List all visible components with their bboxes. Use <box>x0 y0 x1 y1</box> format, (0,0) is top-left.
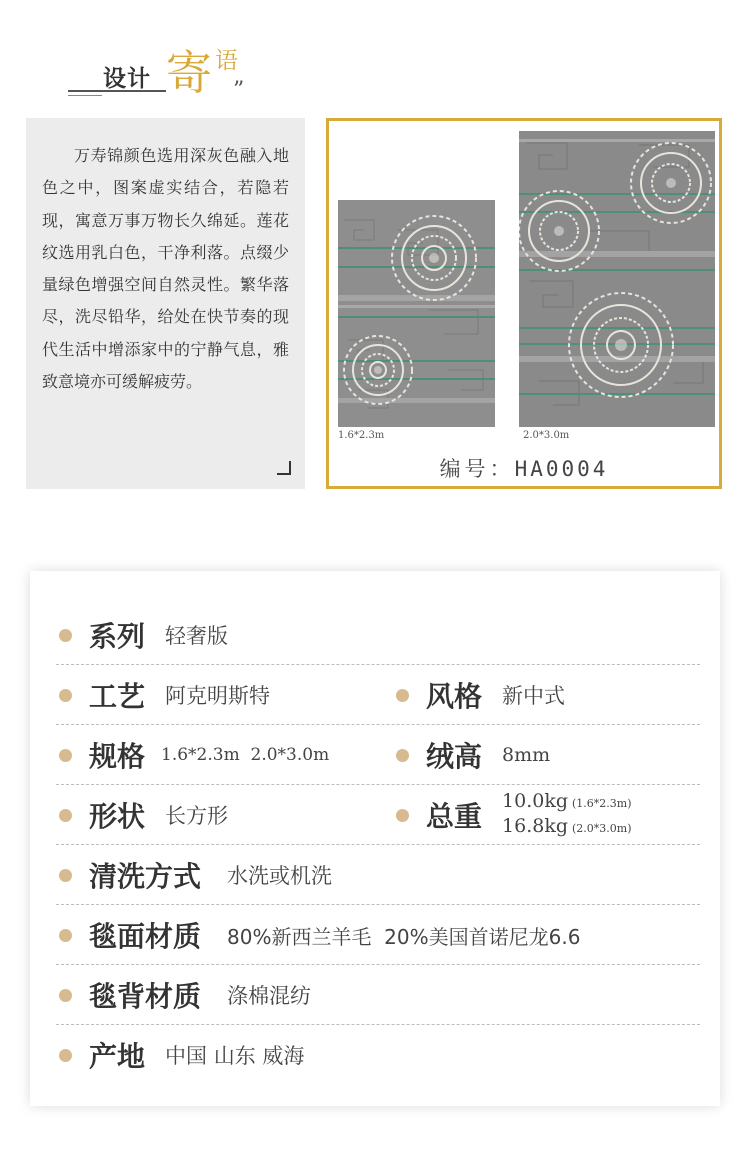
bullet-icon <box>396 689 409 702</box>
design-description-box <box>26 118 305 489</box>
spec-value: 1.6*2.3m 2.0*3.0m <box>161 745 330 765</box>
bullet-icon <box>59 629 72 642</box>
spec-label: 毯面材质 <box>89 920 202 953</box>
product-code-value: HA0004 <box>514 457 609 481</box>
spec-row <box>30 965 720 1025</box>
section-title-accent-small: 语 <box>215 48 238 74</box>
spec-value: 80%新西兰羊毛 20%美国首诺尼龙6.6 <box>227 924 581 949</box>
weight-note: (2.0*3.0m) <box>572 822 632 835</box>
spec-shape <box>59 785 228 845</box>
spec-value: 8mm <box>502 744 551 766</box>
spec-value: 新中式 <box>502 684 566 708</box>
bullet-icon <box>396 809 409 822</box>
rug-image-large <box>519 131 715 427</box>
spec-wash <box>59 845 332 905</box>
bullet-icon <box>59 869 72 882</box>
spec-card <box>30 571 720 1106</box>
section-title: 设计 <box>103 65 151 92</box>
quote-mark: ” <box>233 78 245 103</box>
spec-style <box>396 665 565 725</box>
weight-value: 10.0kg <box>502 790 568 812</box>
spec-face-material <box>59 905 580 965</box>
spec-value: 轻奢版 <box>165 624 229 648</box>
spec-value: 长方形 <box>165 804 229 828</box>
product-code-label: 编号： <box>439 457 515 481</box>
spec-series <box>59 605 228 665</box>
spec-value: 水洗或机洗 <box>227 864 333 888</box>
weight-note: (1.6*2.3m) <box>572 797 632 810</box>
spec-row <box>30 905 720 965</box>
design-description: 万寿锦颜色选用深灰色融入地色之中，图案虚实结合，若隐若现，寓意万事万物长久绵延。莲花纹选用乳白色，干净利落。点缀少量绿色增强空间自然灵性。繁华落尽，洗尽铅华，给处在快节奏的现代生活中增添家中的宁静气息，雅致意境亦可缓解疲劳。 <box>42 146 289 392</box>
product-code <box>329 453 719 483</box>
spec-label: 产地 <box>89 1040 146 1073</box>
spec-back-material <box>59 965 311 1025</box>
product-frame <box>326 118 722 489</box>
rug-image-small <box>338 200 495 427</box>
spec-label: 风格 <box>426 680 483 713</box>
spec-row <box>30 725 720 785</box>
spec-row <box>30 845 720 905</box>
spec-weight <box>396 785 632 845</box>
spec-row <box>30 1025 720 1085</box>
weight-values <box>502 790 632 840</box>
section-title-accent: 寄 <box>166 46 212 100</box>
spec-label: 系列 <box>89 620 146 653</box>
weight-value: 16.8kg <box>502 815 568 837</box>
bullet-icon <box>59 989 72 1002</box>
spec-value: 中国 山东 威海 <box>165 1044 305 1068</box>
spec-label: 形状 <box>89 800 146 833</box>
spec-label: 总重 <box>426 800 483 833</box>
bullet-icon <box>59 689 72 702</box>
size-caption-large: 2.0*3.0m <box>523 430 570 441</box>
spec-pile <box>396 725 550 785</box>
spec-craft <box>59 665 270 725</box>
weight-line <box>502 815 632 840</box>
spec-row <box>30 605 720 665</box>
size-caption-small: 1.6*2.3m <box>338 430 385 441</box>
bullet-icon <box>59 929 72 942</box>
spec-size <box>59 725 329 785</box>
spec-label: 清洗方式 <box>89 860 202 893</box>
bullet-icon <box>396 749 409 762</box>
spec-value: 涤棉混纺 <box>227 984 312 1008</box>
spec-label: 工艺 <box>89 680 146 713</box>
spec-origin <box>59 1025 304 1085</box>
corner-mark-icon <box>277 461 291 475</box>
spec-row <box>30 785 720 845</box>
spec-label: 绒高 <box>426 740 483 773</box>
spec-row <box>30 665 720 725</box>
bullet-icon <box>59 809 72 822</box>
spec-value: 阿克明斯特 <box>165 684 271 708</box>
bullet-icon <box>59 749 72 762</box>
spec-label: 毯背材质 <box>89 980 202 1013</box>
weight-line <box>502 790 632 815</box>
spec-label: 规格 <box>89 740 146 773</box>
header-rule-short <box>68 95 102 96</box>
bullet-icon <box>59 1049 72 1062</box>
